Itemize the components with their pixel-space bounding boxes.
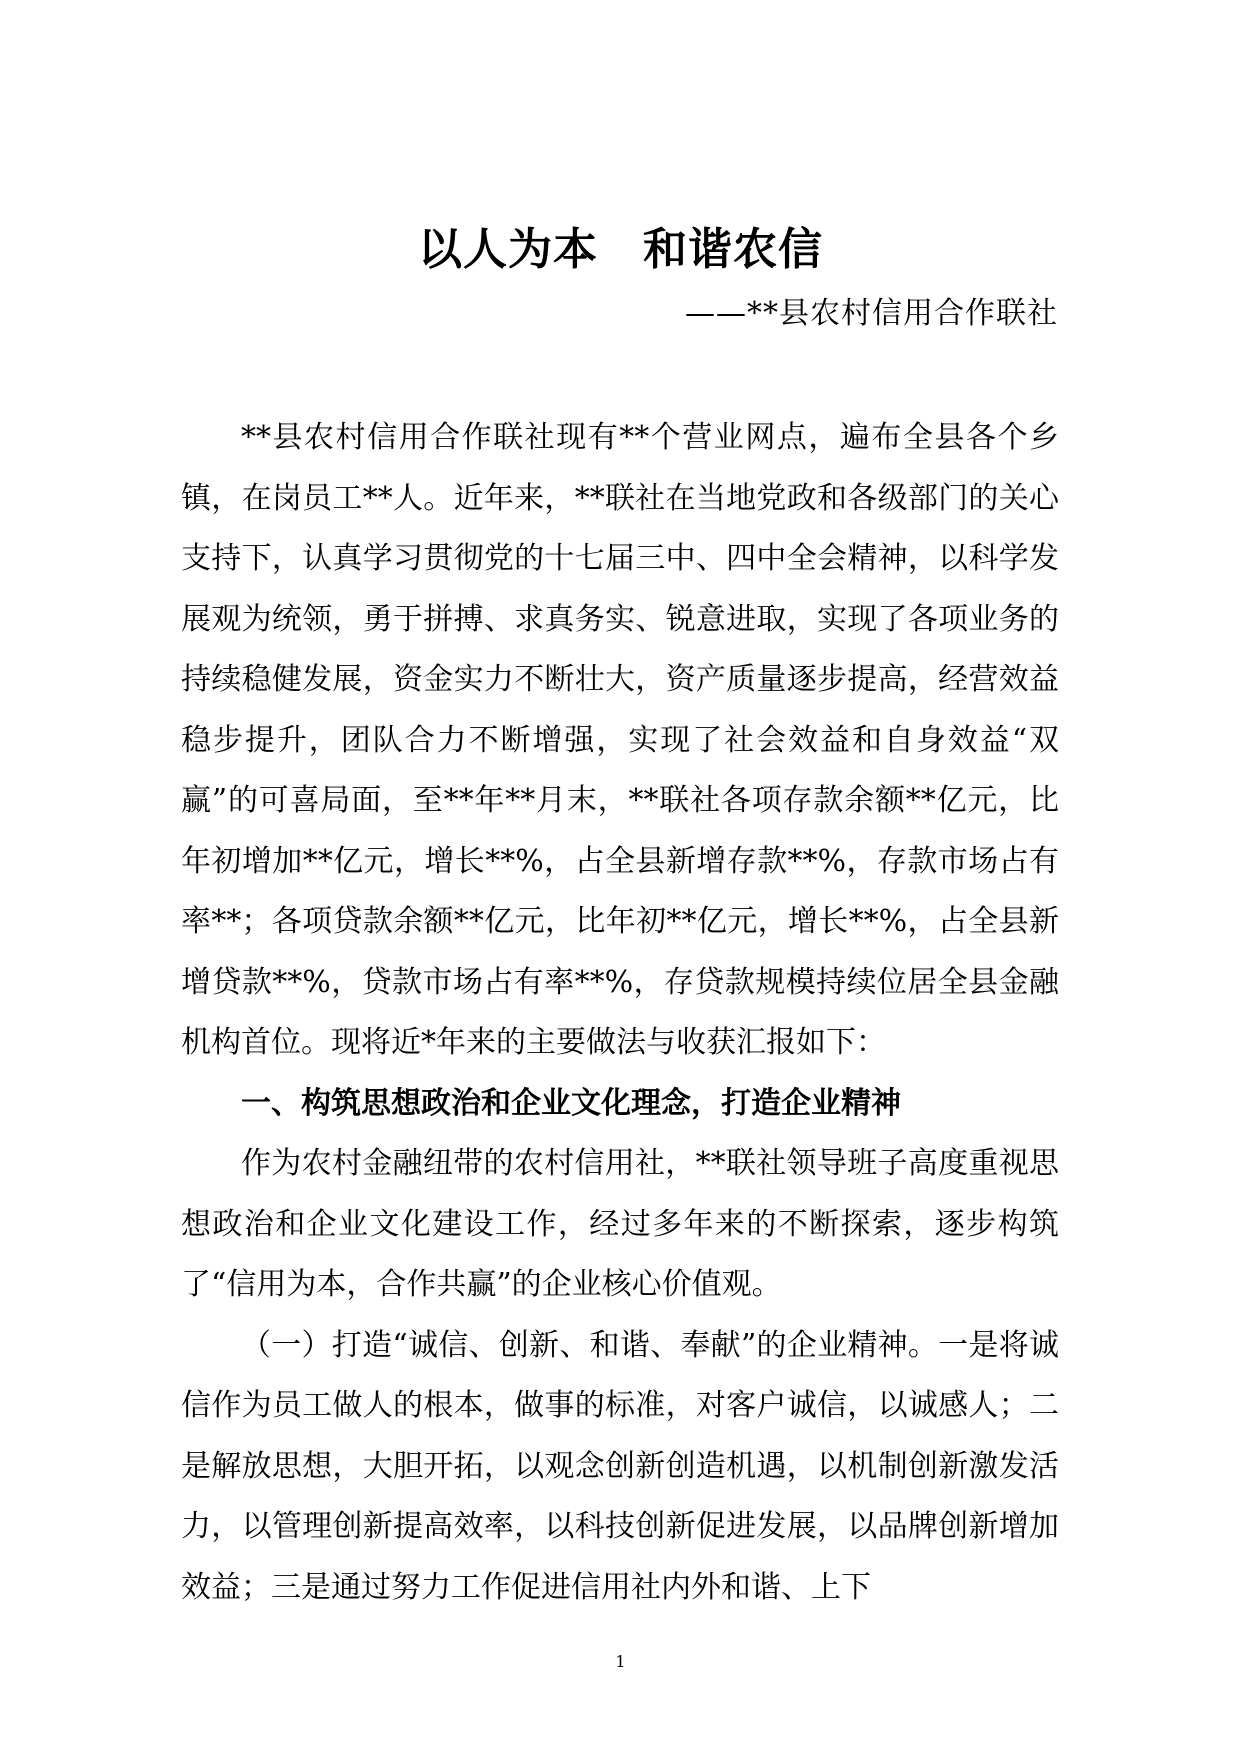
document-title: 以人为本 和谐农信	[418, 224, 823, 275]
paragraph-subsection-1: （一）打造“诚信、创新、和谐、奉献”的企业精神。一是将诚信作为员工做人的根本，做事的标准，对客户诚信，以诚感人；二是解放思想，大胆开拓，以观念创新创造机遇，以机制创新激发活力，以管理创新提高效率，以科技创新促进发展，以品牌创新增加效益；三是通过努力工作促进信用社内外和谐、上下	[181, 1327, 1059, 1605]
paragraph-intro: **县农村信用合作联社现有**个营业网点，遍布全县各个乡镇，在岗员工**人。近年来，**联社在当地党政和各级部门的关心支持下，认真学习贯彻党的十七届三中、四中全会精神，以科学发展观为统领，勇于拼搏、求真务实、锐意进取，实现了各项业务的持续稳健发展，资金实力不断壮大，资产质量逐步提高，经营效益稳步提升，团队合力不断增强，实现了社会效益和自身效益“双赢”的可喜局面，至**年**月末，**联社各项存款余额**亿元，比年初增加**亿元，增长**%，占全县新增存款**%，存款市场占有率**；各项贷款余额**亿元，比年初**亿元，增长**%，占全县新增贷款**%，贷款市场占有率**%，存贷款规模持续位居全县金融机构首位。现将近*年来的主要做法与收获汇报如下：	[181, 420, 1059, 1060]
section-heading-1: 一、构筑思想政治和企业文化理念，打造企业精神	[241, 1085, 901, 1121]
paragraph-section-1: 作为农村金融纽带的农村信用社，**联社领导班子高度重视思想政治和企业文化建设工作，经过多年来的不断探索，逐步构筑了“信用为本，合作共赢”的企业核心价值观。	[181, 1146, 1059, 1302]
document-subtitle: ——**县农村信用合作联社	[685, 296, 1058, 331]
document-body	[181, 408, 1059, 1618]
page-number: 1	[615, 1652, 626, 1671]
